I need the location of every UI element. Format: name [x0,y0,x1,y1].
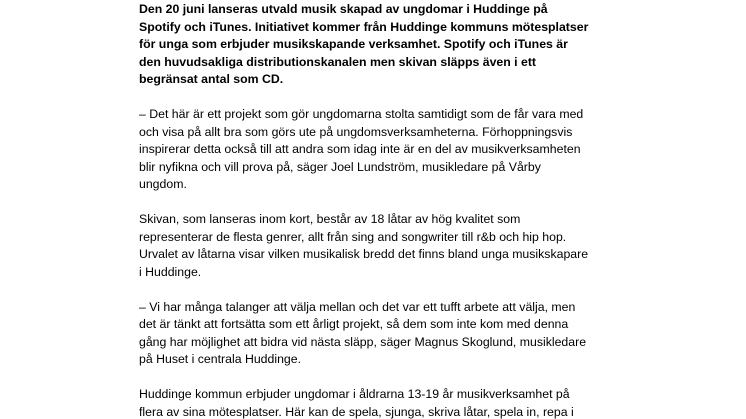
paragraph-line: blir nyfikna och vill prova på, säger Joel Lundström, musikledare på Vårby [139,159,541,174]
paragraph-line: Huddinge kommun erbjuder ungdomar i åldrarna 13-19 år musikverksamhet på [139,387,570,401]
paragraph-line: och visa på allt bra som görs ute på ungdomsverksamheterna. Förhoppningsvis [139,124,573,139]
lead-line: Den 20 juni lanseras utvald musik skapad av ungdomar i Huddinge på [139,2,548,16]
paragraph-line: flera av sina mötesplatser. Här kan de spela, sjunga, skriva låtar, spela in, repa i [139,404,574,419]
quote-paragraph-joel [139,106,739,194]
paragraph-line: ungdom. [139,177,187,191]
paragraph-line: i Huddinge. [139,264,202,279]
paragraph-line: – Det här är ett projekt som gör ungdomarna stolta samtidigt som de får vara med [139,107,584,121]
lead-paragraph [139,1,739,89]
paragraph-line: det är tänkt att fortsätta som ett årligt projekt, så dem som inte kom med denna [139,317,569,331]
lead-line: Spotify och iTunes. Initiativet kommer från Huddinge kommuns mötesplatser [139,19,589,34]
paragraph-line: inspirerar detta också till att andra som idag inte är en del av musikverksamheten [139,142,581,156]
paragraph-line: representerar de flesta genrer, allt från sing and songwriter till r&b och hip hop. [139,229,567,244]
paragraph-line: på Huset i centrala Huddinge. [139,352,302,366]
paragraph-line: – Vi har många talanger att välja mellan och det var ett tufft arbete att välja, men [139,299,576,314]
lead-line: för unga som erbjuder musikskapande verksamhet. Spotify och iTunes är [139,37,568,51]
paragraph-line: gång har möjlighet att bidra vid nästa släpp, säger Magnus Skoglund, musikledare [139,334,587,349]
paragraph-line: Urvalet av låtarna visar vilken musikalisk bredd det finns bland unga musikskapare [139,247,589,261]
paragraph-line: Skivan, som lanseras inom kort, består av 18 låtar av hög kvalitet som [139,212,521,226]
quote-paragraph-magnus [139,299,739,369]
lead-line: begränsat antal som CD. [139,72,284,86]
document-body [139,1,739,419]
lead-line: den huvudsakliga distributionskanalen men skivan släpps även i ett [139,54,537,69]
municipality-paragraph [139,386,739,419]
album-paragraph [139,211,739,281]
